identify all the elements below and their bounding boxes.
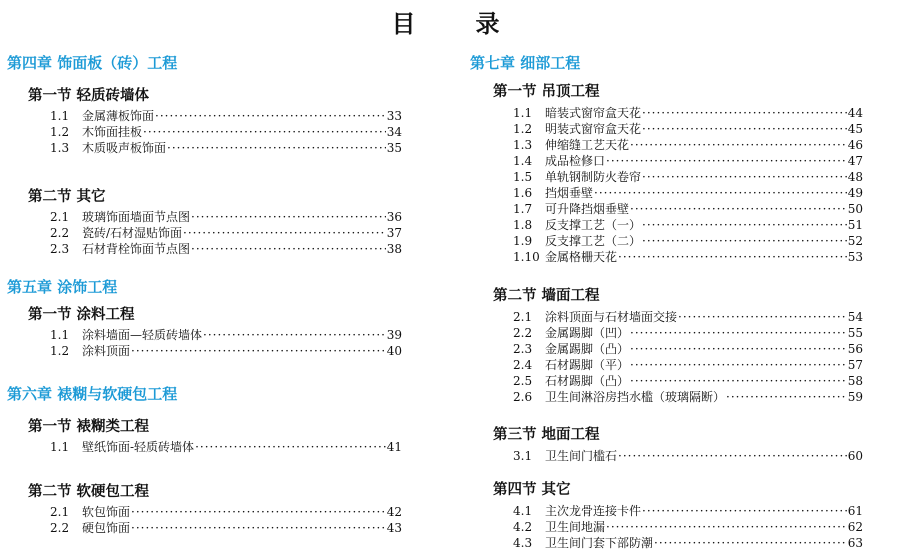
entry-title: 暗装式窗帘盒天花 [545,106,642,120]
entry-title: 涂料墙面—轻质砖墙体 [82,328,203,342]
entry-page-number: 55 [847,326,863,340]
entry-number: 3.1 [513,449,533,463]
entry-title: 石材踢脚（凸） [545,374,630,388]
entry-page-number: 34 [386,125,402,139]
entry-title: 成品检修口 [545,154,606,168]
entry-number: 2.6 [513,390,533,404]
entry-number: 1.1 [513,106,533,120]
dot-leader [630,341,847,357]
entry-title: 反支撑工艺（二） [545,234,642,248]
toc-entry[interactable] [513,389,863,405]
entry-page-number: 40 [386,344,402,358]
entry-title: 金属格栅天花 [545,250,618,264]
dot-leader [654,535,847,551]
entry-title: 卫生间门槛石 [545,449,618,463]
entry-number: 1.7 [513,202,533,216]
entry-number: 1.1 [50,328,70,342]
entry-title: 石材踢脚（平） [545,358,630,372]
toc-entry[interactable] [513,137,863,153]
dot-leader [155,108,386,124]
toc-entry[interactable] [50,140,402,156]
toc-entry[interactable] [513,519,863,535]
dot-leader [594,185,847,201]
entry-title: 涂料顶面 [82,344,131,358]
entry-title: 涂料顶面与石材墙面交接 [545,310,678,324]
entry-number: 2.2 [50,521,70,535]
toc-entry[interactable] [513,105,863,121]
entry-page-number: 62 [847,520,863,534]
entry-page-number: 52 [847,234,863,248]
entry-number: 2.5 [513,374,533,388]
entry-number: 1.1 [50,440,70,454]
dot-leader [131,520,386,536]
entry-page-number: 51 [847,218,863,232]
entry-page-number: 50 [847,202,863,216]
dot-leader [630,137,847,153]
entry-number: 2.1 [50,210,70,224]
dot-leader [630,325,847,341]
dot-leader [642,121,847,137]
chapter-heading[interactable]: 第七章 细部工程 [470,54,581,72]
entry-page-number: 36 [386,210,402,224]
entry-number: 1.6 [513,186,533,200]
toc-entry[interactable] [513,169,863,185]
entry-page-number: 38 [386,242,402,256]
toc-entry[interactable] [513,185,863,201]
entry-number: 4.1 [513,504,533,518]
toc-entry[interactable] [50,520,402,536]
entry-title: 硬包饰面 [82,521,131,535]
entry-page-number: 41 [386,440,402,454]
toc-entry[interactable] [513,357,863,373]
toc-entry[interactable] [50,343,402,359]
section-heading[interactable]: 第二节 墙面工程 [493,288,600,304]
entry-page-number: 56 [847,342,863,356]
entry-page-number: 48 [847,170,863,184]
toc-entry[interactable] [513,535,863,551]
entry-number: 1.4 [513,154,533,168]
dot-leader [618,448,847,464]
entry-number: 1.8 [513,218,533,232]
entry-page-number: 61 [847,504,863,518]
toc-entry[interactable] [50,504,402,520]
toc-entry[interactable] [513,121,863,137]
entry-page-number: 60 [847,449,863,463]
dot-leader [642,105,847,121]
entry-title: 瓷砖/石材湿贴饰面 [82,226,183,240]
dot-leader [642,169,847,185]
entry-title: 石材背栓饰面节点图 [82,242,191,256]
entry-page-number: 37 [386,226,402,240]
entry-page-number: 49 [847,186,863,200]
entry-title: 卫生间淋浴房挡水槛（玻璃隔断） [545,390,726,404]
entry-number: 1.3 [50,141,70,155]
chapter-heading[interactable]: 第五章 涂饰工程 [7,278,118,296]
entry-page-number: 58 [847,374,863,388]
dot-leader [606,519,847,535]
entry-title: 木质吸声板饰面 [82,141,167,155]
entry-number: 1.10 [513,250,540,264]
toc-entry[interactable] [513,503,863,519]
page-title: 目 录 [391,9,518,38]
entry-number: 1.9 [513,234,533,248]
entry-title: 卫生间地漏 [545,520,606,534]
entry-page-number: 43 [386,521,402,535]
entry-number: 2.3 [513,342,533,356]
entry-title: 金属踢脚（凸） [545,342,630,356]
entry-title: 卫生间门套下部防潮 [545,536,654,550]
entry-number: 2.3 [50,242,70,256]
toc-entry[interactable] [50,225,402,241]
entry-page-number: 54 [847,310,863,324]
toc-entry[interactable] [50,241,402,257]
toc-entry[interactable] [50,439,402,455]
entry-number: 2.2 [50,226,70,240]
entry-page-number: 59 [847,390,863,404]
entry-number: 2.2 [513,326,533,340]
entry-page-number: 33 [386,109,402,123]
dot-leader [131,504,386,520]
dot-leader [726,389,847,405]
entry-title: 明装式窗帘盒天花 [545,122,642,136]
entry-title: 软包饰面 [82,505,131,519]
section-heading[interactable]: 第一节 涂料工程 [28,307,135,323]
entry-page-number: 42 [386,505,402,519]
entry-number: 1.2 [513,122,533,136]
toc-entry[interactable] [50,124,402,140]
toc-entry[interactable] [50,327,402,343]
chapter-heading[interactable]: 第六章 裱糊与软硬包工程 [7,385,178,403]
section-heading[interactable]: 第三节 地面工程 [493,427,600,443]
entry-page-number: 45 [847,122,863,136]
dot-leader [203,327,386,343]
entry-page-number: 53 [847,250,863,264]
entry-title: 反支撑工艺（一） [545,218,642,232]
entry-title: 单轨钢制防火卷帘 [545,170,642,184]
section-heading[interactable]: 第一节 裱糊类工程 [28,419,150,435]
toc-entry[interactable] [513,373,863,389]
entry-page-number: 63 [847,536,863,550]
entry-title: 挡烟垂壁 [545,186,594,200]
dot-leader [642,503,847,519]
section-heading[interactable]: 第一节 轻质砖墙体 [28,88,150,104]
entry-title: 壁纸饰面-轻质砖墙体 [82,440,195,454]
entry-title: 金属薄板饰面 [82,109,155,123]
entry-title: 玻璃饰面墙面节点图 [82,210,191,224]
entry-number: 4.3 [513,536,533,550]
dot-leader [195,439,386,455]
entry-number: 1.2 [50,344,70,358]
dot-leader [642,217,847,233]
section-heading[interactable]: 第二节 软硬包工程 [28,484,150,500]
toc-entry[interactable] [50,108,402,124]
entry-page-number: 57 [847,358,863,372]
entry-number: 1.3 [513,138,533,152]
section-heading[interactable]: 第二节 其它 [28,189,106,205]
dot-leader [630,201,847,217]
entry-number: 1.2 [50,125,70,139]
dot-leader [630,357,847,373]
entry-number: 2.1 [513,310,533,324]
toc-entry[interactable] [50,209,402,225]
entry-number: 4.2 [513,520,533,534]
toc-entry[interactable] [513,448,863,464]
entry-title: 伸缩缝工艺天花 [545,138,630,152]
toc-entry[interactable] [513,233,863,249]
entry-title: 主次龙骨连接卡件 [545,504,642,518]
dot-leader [131,343,386,359]
toc-entry[interactable] [513,325,863,341]
entry-title: 可升降挡烟垂壁 [545,202,630,216]
dot-leader [191,241,386,257]
dot-leader [167,140,386,156]
entry-number: 1.1 [50,109,70,123]
toc-entry[interactable] [513,341,863,357]
entry-number: 1.5 [513,170,533,184]
dot-leader [606,153,847,169]
entry-page-number: 44 [847,106,863,120]
entry-title: 木饰面挂板 [82,125,143,139]
dot-leader [618,249,847,265]
section-heading[interactable]: 第一节 吊顶工程 [493,84,600,100]
section-heading[interactable]: 第四节 其它 [493,482,571,498]
toc-entry[interactable] [513,249,863,265]
toc-entry[interactable] [513,201,863,217]
chapter-heading[interactable]: 第四章 饰面板（砖）工程 [7,54,178,72]
entry-number: 2.1 [50,505,70,519]
entry-page-number: 47 [847,154,863,168]
dot-leader [183,225,386,241]
dot-leader [678,309,847,325]
dot-leader [143,124,386,140]
toc-entry[interactable] [513,309,863,325]
dot-leader [191,209,386,225]
toc-entry[interactable] [513,153,863,169]
entry-title: 金属踢脚（凹） [545,326,630,340]
entry-number: 2.4 [513,358,533,372]
dot-leader [642,233,847,249]
toc-entry[interactable] [513,217,863,233]
entry-page-number: 35 [386,141,402,155]
entry-page-number: 39 [386,328,402,342]
entry-page-number: 46 [847,138,863,152]
dot-leader [630,373,847,389]
